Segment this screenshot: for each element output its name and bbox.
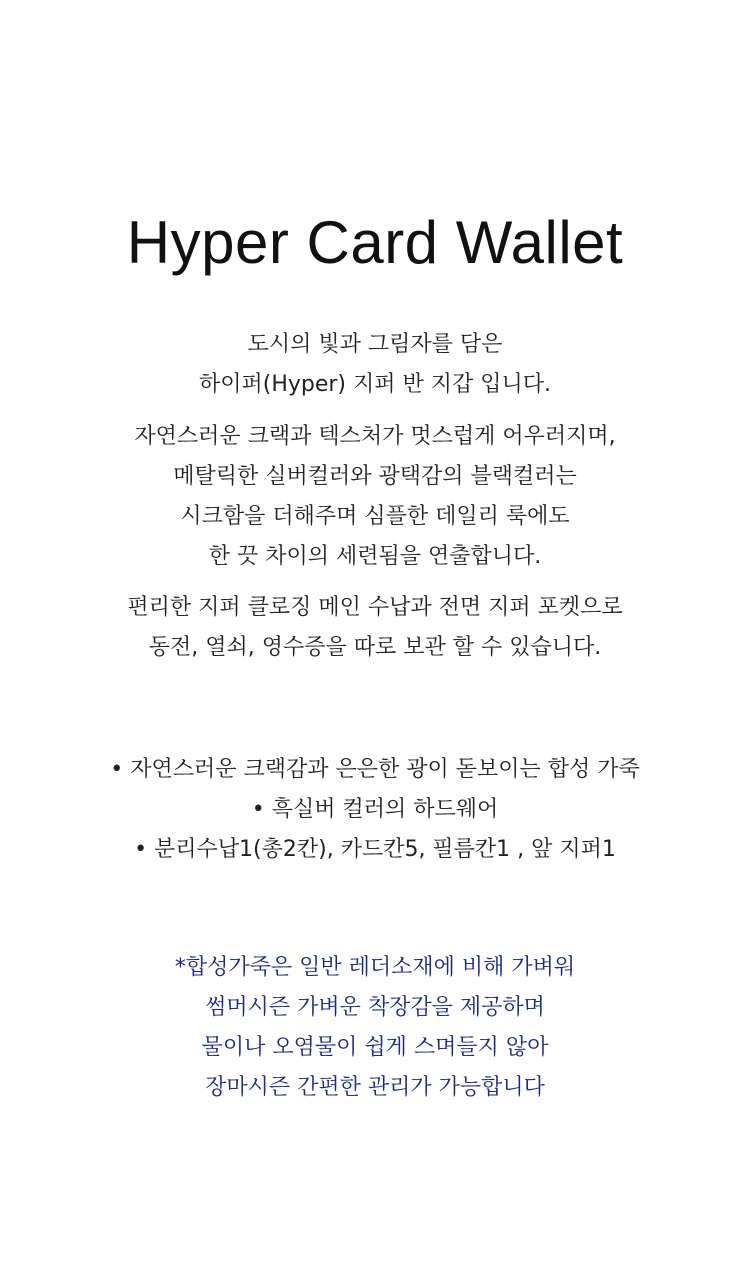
description-line: 메탈릭한 실버컬러와 광택감의 블랙컬러는 <box>173 464 577 489</box>
note-line: *합성가죽은 일반 레더소재에 비해 가벼워 <box>174 955 576 980</box>
feature-list <box>0 750 750 870</box>
description-line: 자연스러운 크랙과 텍스처가 멋스럽게 어우러지며, <box>134 424 616 449</box>
pocket-text <box>0 588 750 668</box>
description-text <box>0 417 750 577</box>
pocket-line: 동전, 열쇠, 영수증을 따로 보관 할 수 있습니다. <box>148 635 602 660</box>
description-line: 한 끗 차이의 세련됨을 연출합니다. <box>208 544 542 569</box>
feature-item: • 자연스러운 크랙감과 은은한 광이 돋보이는 합성 가죽 <box>110 757 640 782</box>
note-line: 물이나 오염물이 쉽게 스며들지 않아 <box>201 1035 549 1060</box>
description-line: 시크함을 더해주며 심플한 데일리 룩에도 <box>180 504 570 529</box>
feature-item: • 흑실버 컬러의 하드웨어 <box>251 797 499 822</box>
note-line: 썸머시즌 가벼운 착장감을 제공하며 <box>205 995 545 1020</box>
intro-line: 하이퍼(Hyper) 지퍼 반 지갑 입니다. <box>198 372 551 397</box>
feature-item: • 분리수납1(총2칸), 카드칸5, 필름칸1 , 앞 지퍼1 <box>134 837 616 862</box>
pocket-line: 편리한 지퍼 클로징 메인 수납과 전면 지퍼 포켓으로 <box>127 595 623 620</box>
intro-text <box>0 325 750 405</box>
material-note <box>0 948 750 1108</box>
product-title: Hyper Card Wallet <box>126 209 624 277</box>
note-line: 장마시즌 간편한 관리가 가능합니다 <box>205 1075 545 1100</box>
intro-line: 도시의 빛과 그림자를 담은 <box>247 332 503 357</box>
